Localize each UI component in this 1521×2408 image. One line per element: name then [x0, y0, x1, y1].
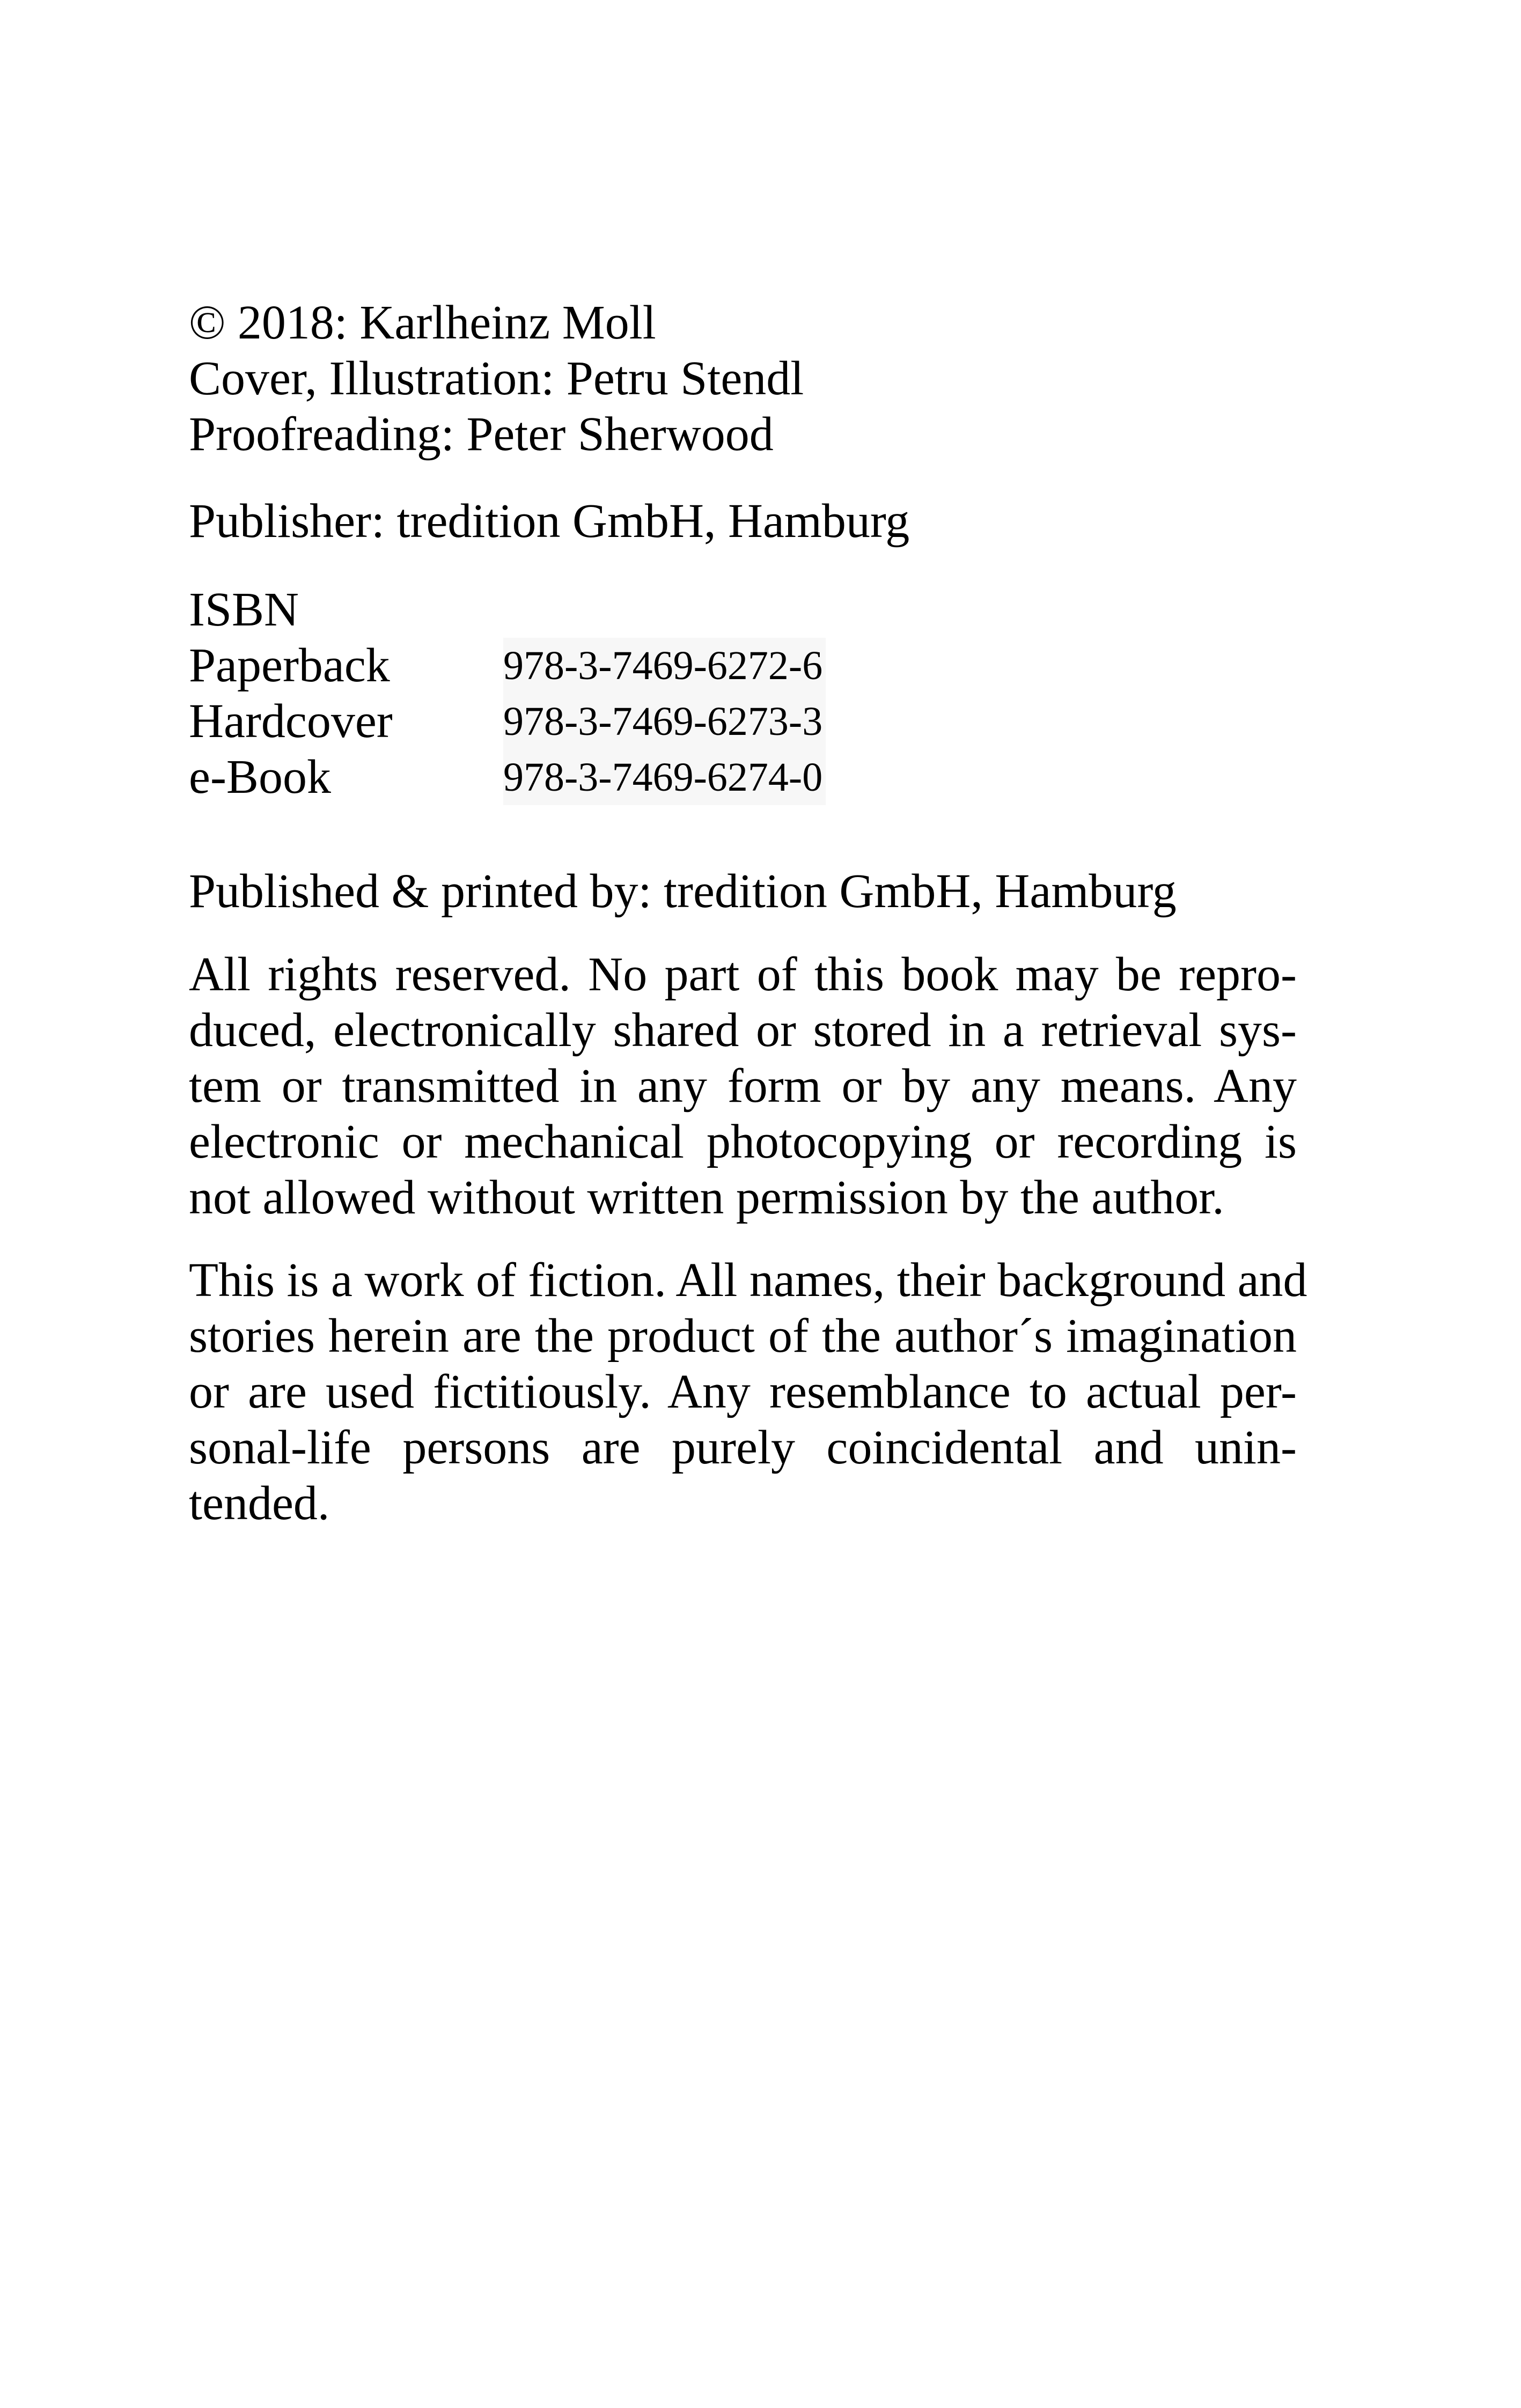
fiction-line: sonal-life persons are purely coincidental and unin-	[189, 1421, 1297, 1474]
isbn-number: 978-3-7469-6272-6	[503, 638, 826, 694]
fiction-line: tended.	[189, 1477, 330, 1530]
rights-paragraph	[189, 947, 1297, 1226]
rights-line: not allowed without written permission by the author.	[189, 1171, 1224, 1224]
copyright-line: © 2018: Karlheinz Moll	[189, 296, 656, 349]
credits-block	[189, 295, 1297, 462]
rights-line: tem or transmitted in any form or by any means. Any	[189, 1059, 1297, 1113]
isbn-block	[189, 582, 1297, 805]
publisher-block	[189, 494, 1297, 549]
cover-credit-line: Cover, Illustration: Petru Stendl	[189, 352, 804, 405]
isbn-row-hardcover	[189, 694, 1297, 749]
isbn-format-label: e-Book	[189, 750, 331, 804]
isbn-number: 978-3-7469-6273-3	[503, 694, 826, 749]
publisher-line: Publisher: tredition GmbH, Hamburg	[189, 495, 910, 548]
isbn-heading: ISBN	[189, 583, 299, 636]
isbn-format-label: Paperback	[189, 639, 390, 692]
fiction-line: or are used fictitiously. Any resemblance to actual per-	[189, 1365, 1297, 1418]
fiction-line: stories herein are the product of the author´s imagination	[189, 1309, 1297, 1363]
fiction-disclaimer-paragraph	[189, 1253, 1307, 1531]
printed-by-line: Published & printed by: tredition GmbH, Hamburg	[189, 865, 1177, 918]
rights-line: duced, electronically shared or stored in a retrieval sys-	[189, 1004, 1297, 1057]
printed-by-block	[189, 864, 1297, 919]
rights-line: All rights reserved. No part of this book may be repro-	[189, 948, 1297, 1001]
isbn-row-ebook	[189, 749, 1297, 805]
isbn-number: 978-3-7469-6274-0	[503, 749, 826, 805]
fiction-line: This is a work of fiction. All names, their background and	[189, 1254, 1307, 1307]
proofreading-credit-line: Proofreading: Peter Sherwood	[189, 408, 774, 461]
rights-line: electronic or mechanical photocopying or recording is	[189, 1115, 1297, 1168]
isbn-row-paperback	[189, 638, 1297, 694]
isbn-format-label: Hardcover	[189, 695, 393, 748]
